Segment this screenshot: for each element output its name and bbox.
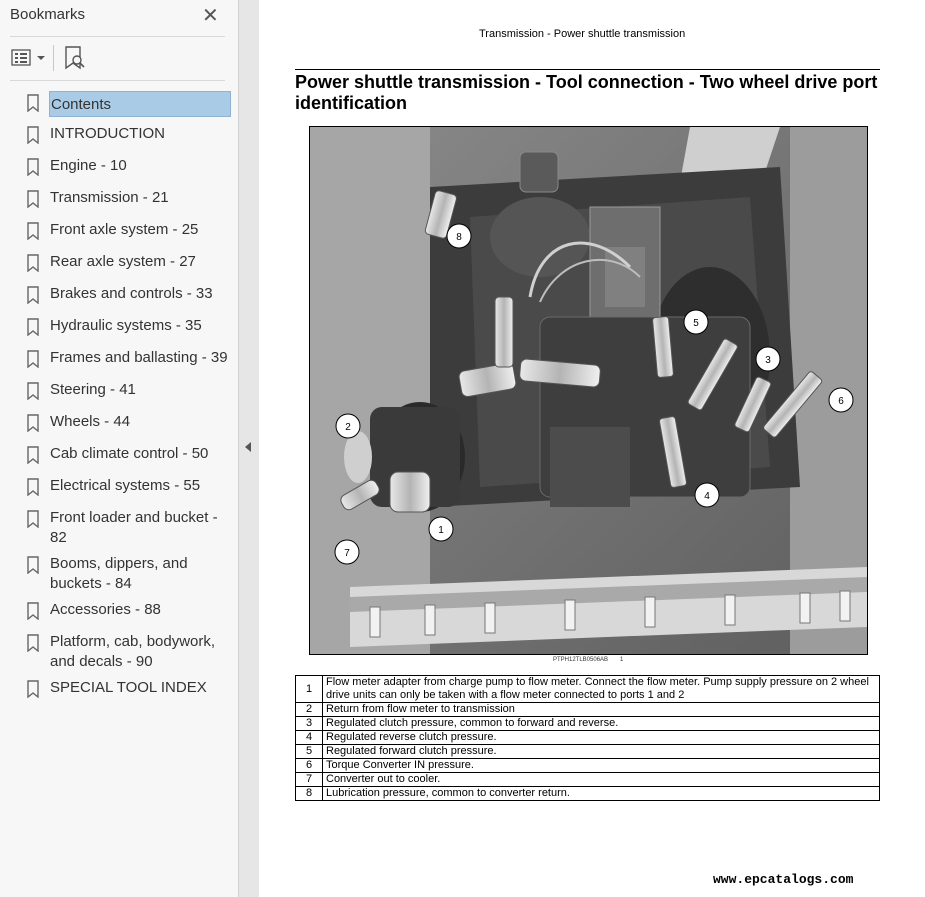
callout-6 <box>829 388 853 412</box>
bookmark-icon <box>26 382 40 405</box>
bookmark-icon <box>26 286 40 309</box>
port-table <box>295 675 880 801</box>
svg-text:1: 1 <box>438 525 444 536</box>
svg-text:4: 4 <box>704 491 710 502</box>
bookmark-label: Booms, dippers, and buckets - 84 <box>50 555 188 592</box>
port-description: Converter out to cooler. <box>323 773 880 787</box>
transmission-photo <box>309 126 868 655</box>
svg-text:6: 6 <box>838 396 844 407</box>
bookmark-icon <box>26 254 40 277</box>
callout-8 <box>447 224 471 248</box>
collapse-arrow-icon[interactable] <box>245 442 251 452</box>
bookmark-label: Steering - 41 <box>50 381 136 398</box>
bookmark-label: Rear axle system - 27 <box>50 253 196 270</box>
svg-text:2: 2 <box>345 422 351 433</box>
table-row <box>296 676 880 703</box>
bookmark-icon <box>26 634 40 657</box>
port-description: Return from flow meter to transmission <box>323 703 880 717</box>
callout-3 <box>756 347 780 371</box>
port-description: Regulated clutch pressure, common to forward and reverse. <box>323 717 880 731</box>
bookmark-label: Engine - 10 <box>50 157 127 174</box>
bookmark-label: Transmission - 21 <box>50 189 169 206</box>
options-menu-icon[interactable] <box>11 48 47 73</box>
svg-text:8: 8 <box>456 232 462 243</box>
port-number: 6 <box>296 759 323 773</box>
svg-text:7: 7 <box>344 548 350 559</box>
toolbar-separator <box>53 45 54 71</box>
divider <box>10 80 225 81</box>
bookmark-label: INTRODUCTION <box>50 125 165 142</box>
table-row <box>296 703 880 717</box>
bookmark-label: Hydraulic systems - 35 <box>50 317 202 334</box>
divider <box>10 36 225 37</box>
bookmark-icon <box>26 510 40 533</box>
bookmarks-panel <box>0 0 239 897</box>
port-number: 2 <box>296 703 323 717</box>
find-bookmark-icon[interactable] <box>63 45 87 76</box>
table-row <box>296 731 880 745</box>
svg-text:3: 3 <box>765 355 771 366</box>
bookmark-label: Wheels - 44 <box>50 413 131 430</box>
table-row <box>296 759 880 773</box>
bookmark-icon <box>26 446 40 469</box>
port-number: 1 <box>296 676 323 703</box>
bookmark-label: Frames and ballasting - 39 <box>50 349 228 366</box>
bookmark-icon <box>26 158 40 181</box>
watermark: www.epcatalogs.com <box>713 872 854 887</box>
port-description: Regulated reverse clutch pressure. <box>323 731 880 745</box>
bookmark-label: Electrical systems - 55 <box>50 477 201 494</box>
table-row <box>296 787 880 801</box>
bookmark-label: Contents <box>49 91 231 117</box>
bookmark-label: Accessories - 88 <box>50 601 161 618</box>
title-rule <box>295 69 880 70</box>
bookmark-icon <box>26 478 40 501</box>
port-number: 3 <box>296 717 323 731</box>
port-description: Lubrication pressure, common to converter return. <box>323 787 880 801</box>
bookmark-icon <box>26 414 40 437</box>
bookmark-icon <box>26 556 40 579</box>
bookmark-label: Cab climate control - 50 <box>50 445 209 462</box>
bookmark-label: SPECIAL TOOL INDEX <box>50 679 207 696</box>
bookmark-icon <box>26 190 40 213</box>
bookmark-label: Brakes and controls - 33 <box>50 285 213 302</box>
table-row <box>296 773 880 787</box>
callout-2 <box>336 414 360 438</box>
bookmark-icon <box>26 222 40 245</box>
port-number: 7 <box>296 773 323 787</box>
table-row <box>296 717 880 731</box>
bookmark-label: Front loader and bucket - 82 <box>50 509 218 546</box>
port-number: 5 <box>296 745 323 759</box>
callout-7 <box>335 540 359 564</box>
bookmark-icon <box>26 94 40 117</box>
panel-title: Bookmarks <box>10 6 86 23</box>
bookmark-icon <box>26 680 40 703</box>
port-number: 8 <box>296 787 323 801</box>
bookmark-label: Front axle system - 25 <box>50 221 199 238</box>
close-icon[interactable]: ✕ <box>202 5 219 27</box>
bookmark-label: Platform, cab, bodywork, and decals - 90 <box>50 633 216 670</box>
port-description: Flow meter adapter from charge pump to flow meter. Connect the flow meter. Pump supply pressure on 2 wheel drive units can only be taken with a flow meter connected to ports 1 and 2 <box>323 676 880 703</box>
callout-5 <box>684 310 708 334</box>
page-title: Power shuttle transmission - Tool connection - Two wheel drive port identification <box>295 72 878 113</box>
bookmark-icon <box>26 318 40 341</box>
running-header: Transmission - Power shuttle transmission <box>479 28 686 40</box>
document-page <box>259 0 925 897</box>
table-row <box>296 745 880 759</box>
port-description: Torque Converter IN pressure. <box>323 759 880 773</box>
bookmark-icon <box>26 602 40 625</box>
bookmark-icon <box>26 126 40 149</box>
port-number: 4 <box>296 731 323 745</box>
bookmark-icon <box>26 350 40 373</box>
image-caption: PTPH12TLB0506AB 1 <box>553 657 624 663</box>
callout-4 <box>695 483 719 507</box>
port-description: Regulated forward clutch pressure. <box>323 745 880 759</box>
svg-text:5: 5 <box>693 318 699 329</box>
callout-1 <box>429 517 453 541</box>
